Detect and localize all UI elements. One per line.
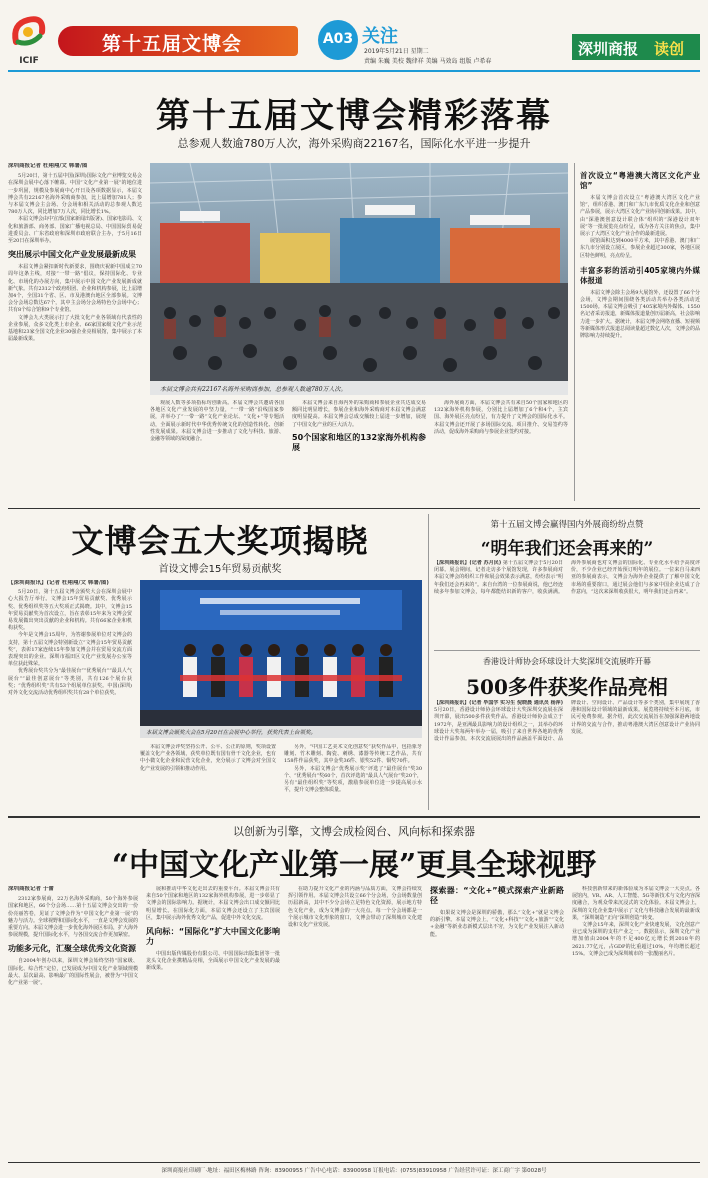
story1-p4-cont: 观展人数等多项指标均创新高。本届文博会共邀请各国各地区文化产业发展的中坚力量，“一带一路”沿线国家参展，并举办了“一带一路”文化产业论坛、“文化+”等专题活动，全面展示新时代中华优秀传统文化的创造性转化、创新性发展成果。本届文博会进一步推动了文化与科技、旅游、金融等领域的深度融合。 [150, 400, 284, 443]
story1-right-p2: 展馆面积达到4000平方米，其中香港、澳门和广东九市分别设立展区，参展企业超过300家，各地区展区特色鲜明，亮点纷呈。 [580, 238, 700, 259]
story5-byline: 深圳商报记者 于蕾 [8, 886, 54, 892]
story3-text: 第十五届文博会于5月20日闭幕。展会期间，记者走访多个展馆发现，许多参展商对本届文博会的组织工作和展会效果表示满意，纷纷表示“明年我们还会再来的”。来自台湾的一位参展商说，他已经连续多年参加文博会，每年都能结识新的客户，收获满满。海外参展商也对文博会的国际化、专业化水平给予高度评价，不少企业已经开始预订明年的展位。一位来自马来西亚的参展商表示，文博会为海外企业提供了了解中国文化市场的重要窗口，通过展会他们与多家中国企业达成了合作意向，“这次来深圳收获很大，明年我们还会再来”。 [434, 560, 700, 595]
award-ceremony-photo [140, 580, 422, 738]
story5-col2 [146, 886, 280, 1156]
story1-col3 [292, 400, 426, 502]
story2-p1: 5月20日，第十五届文博会颁奖大会在深圳会展中心大报告厅举行。文博会15年贸易贡献奖、优秀展示奖、优秀组织奖等五大奖项正式揭晓。其中，文博会15年贸易贡献奖为首次设立，旨在表彰15年来为文博会贸易发展做出突出贡献的企业和机构。共有66家企业和机构获奖。 [8, 589, 132, 632]
story1-right-p3: 本届文博会除主会场9大展馆外，还设置了66个分会场，文博会期间围绕各类活动共举办各类活动近1500场。本届文博会吸引了405家境内外媒体、1550名记者采访报道，新媒体报道量创历届新高，社会影响力进一步扩大。据统计，本届文博会网络直播、短视频等新媒体形式报道总阅读量超过数亿人次，文博会的品牌影响力持续提升。 [580, 289, 700, 340]
footer-line: 深圳商报社印刷厂·地址：福田区梅林路 咨询：83900955 广告中心电话：83900958 订报电话：(0755)83910958 广告经营许可证：深工商广字 第0028号 [161, 1168, 547, 1174]
story1-p2: 本届文博会由中宣部(国家新闻出版署)、国家电影局、文化和旅游部、商务部、国家广播电视总局、中国国际贸易促进委员会、广东省政府和深圳市政府联合主办，于5月16日至20日在深圳举办。 [8, 216, 142, 245]
exhibition-hall-illustration [150, 163, 568, 395]
story5-kicker: 以创新为引擎，文博会成检阅台、风向标和探索器 [233, 825, 475, 838]
story4-byline: 【深圳商报讯】(记者 毕国学 实习生 倪晓晨 通讯员 杨萍) [434, 700, 563, 706]
story1-subhead: 总参观人数逾780万人次，海外采购商22167名，国际化水平进一步提升 [177, 137, 531, 150]
story5-col1-text: 2312家参展商，22万名海外采购商，50个海外参展国家和地区，66个分会场……第十五届文博会交出的一份份亮丽答卷，见证了文博会作为“中国文化产业第一展”的魅力与活力。全球视野和国际化水平，一直是文博会发展的重要方向。本届文博会进一步优化海外展区布局，扩大海外参展规模，提升国际化水平，与各国交流合作更加紧密。 [8, 896, 138, 939]
icif-logo-mark [8, 12, 50, 52]
story5-col4 [430, 886, 564, 1156]
story2-subhead: 首设文博会15年贸易贡献奖 [158, 564, 282, 575]
story5-col2b-text: 中国出版传媒股份有限公司、中国国际出版集团等一批龙头文化企业携精品亮相，全面展示中国文化产业发展的最新成果。 [146, 951, 280, 972]
story3-body [434, 560, 700, 646]
story1-col1 [8, 163, 142, 501]
story1-col4 [434, 400, 568, 502]
story1-headline: 第十五届文博会精彩落幕 [156, 96, 552, 136]
page-code-badge [318, 20, 358, 60]
story5-col5 [572, 886, 700, 1156]
story1-right-sub2: 丰富多彩的活动引405家境内外媒体报道 [580, 265, 700, 285]
paper-tag: 读创 [654, 40, 685, 58]
story4-headline: 500多件获奖作品亮相 [466, 675, 668, 699]
story1-right-p1: 本届文博会首次设立“粤港澳大湾区文化产业馆”，组织香港、澳门和广东九市优质文化企业和创意产品参展，展示大湾区文化产业协同创新成果。其中，由“深港澳创意设计联合体”组织的“深港设计双年展”等一批展览亮点纷呈，成为各方关注的焦点，集中展示了大湾区文化产业合作的最新进展。 [580, 195, 700, 238]
story4-kicker: 香港设计师协会环球设计大奖深圳交流展昨开幕 [483, 657, 651, 666]
story5-col3b-text: 如果说文博会是深圳的骄傲，那么“文化+”就是文博会的新引擎。本届文博会上，“文化+科技”“文化+旅游”“文化+金融”等新业态新模式层出不穷，为文化产业发展注入新动能。 [430, 910, 564, 938]
story4-text: 5月20日，香港设计师协会环球设计大奖深圳交流展在深圳开幕，展出500多件获奖作品。香港设计师协会成立于1972年，是亚洲最具影响力的设计组织之一，其举办的环球设计大奖每两年举办一届，吸引了来自世界各地的优秀设计作品参加。本次交流展展出的作品涵盖平面设计、品牌设计、空间设计、产品设计等多个类别，集中展现了香港和国际设计领域的最新成果。展览将持续至本月底，市民可免费参观。据介绍，此次交流展旨在加强深港两地设计界的交流与合作，推动粤港澳大湾区创意设计产业协同发展。 [434, 700, 700, 743]
story2-photo-caption: 本届文博会颁奖大会在5月20日在会展中心举行，获奖代表上台领奖。 [146, 730, 317, 736]
logo-text: ICIF [19, 56, 39, 66]
story2-p6: 另外，本届文博会“优秀展示奖”评选了“最佳展台”奖30个、“优秀展台”奖60个，首次评选的“最具人气展台”奖20个，另有“最佳组织奖”等奖项，激励参展单位进一步提高展示水平，提升文博会整体质量。 [284, 765, 422, 794]
story5-col1-subhead: 功能多元化，汇聚全球优秀文化资源 [8, 944, 136, 954]
story2-col2 [140, 744, 276, 810]
story5-col1b-text: 自2004年创办以来，深圳文博会始终坚持“国家级、国际化、综合性”定位，已发展成为中国文化产业领域规模最大、层次最高、影响最广的国际性展会，被誉为“中国文化产业第一展”。 [8, 958, 138, 987]
story2-photo-caption-bar [140, 726, 422, 738]
story5-col4b-text: 文博会15年来，深圳文化产业快速发展，文化创意产业已成为深圳的支柱产业之一。数据显示，深圳文化产业增加值由2004年的不足400亿元增长到2018年的2621.77亿元，占GDP的比重超过10%，年均增长超过15%。文博会已成为深圳城市的一张靓丽名片。 [572, 922, 700, 957]
story5-col3-subhead: 探索器：“文化+”模式探索产业新路径 [430, 886, 564, 905]
story5-col2-subhead: 风向标：“国际化”扩大中国文化影响力 [146, 927, 280, 947]
story1-right-sub1: 首次设立“粤港澳大湾区文化产业馆” [580, 171, 700, 190]
story5-col3-text: 在助力提升文化产业的内涵与品质方面，文博会持续发挥引领作用。本届文博会共设立66个分会场，分会场数量创历届新高，其中不少分会场立足特色文化资源，展示地方特色文化产业，成为文博会的一大亮点。每一个分会场都是一个展示城市文化形象的窗口，文博会带动了深圳城市文化建设和文化产业发展。 [288, 886, 422, 929]
story5-col1 [8, 886, 138, 1156]
exhibition-hall-photo [150, 163, 568, 395]
story2-headline: 文博会五大奖项揭晓 [71, 522, 369, 560]
story1-photo-caption: 本届文博会共有22167名海外采购商参加，总参观人数逾780万人次。 [160, 386, 347, 393]
story2-p3: 优秀展台奖共分为“最佳展台”“优秀展台”“最具人气展台”“最佳创意展台”等类别，共有126个展台获奖；“优秀组织奖”共有53个组展单位获奖。中国(深圳)对外文化交流活动优秀组织奖共有28个单位获奖。 [8, 668, 132, 697]
date-line: 2019年5月21日 星期二 [364, 48, 429, 55]
story5-col1-sub [8, 944, 138, 954]
story1-p5: 海外展商方面，本届文博会共有来自50个国家和地区的132家海外机构参展，分别比上届增加了6个和4个，主宾国、海外展区亮点纷呈，有力提升了文博会的国际化水平。本届文博会还开展了多场国际交流、项目推介、交易签约等活动，促成海外采购商与参展企业签约对接。 [434, 400, 568, 435]
masthead [0, 0, 708, 72]
story5-col2-sub [146, 927, 280, 947]
story5-col3-sub [430, 886, 564, 906]
story1-lead: 5月20日，第十五届中国(深圳)国际文化产业博览交易会在深圳会展中心落下帷幕。中国“文化产业第一展”的地位进一步巩固，规模及参展商中心开日及各项数据显示，本届文博会共有22167名海外采购商参加，比上届增加781人；参与本届文博会主会场、分会场和相关活动的总参观人数达780万人次，同比增加7万人次，同比增长1%。 [8, 173, 142, 216]
story1-col2 [150, 400, 284, 502]
story2-p5: 另外，“中国工艺美术文化创意奖”获奖作品中，包括象牙雕刻、竹木雕刻、陶瓷、刺绣、漆器等传统工艺作品，共有158件作品获奖，其中金奖36件、银奖52件、铜奖70件。 [284, 744, 422, 765]
story1-p3: 本届文博会紧扣新时代新要求，围绕庆祝新中国成立70周年这条主线，对接“一带一路”倡议，保持国际化、专业化、市场化的办展方向，集中展示中国文化产业发展新成就新气象。共有2312个政府组团、企业和机构参展，比上届增加4个，全国31个省、区、市及港澳台地区全部参展。文博会分会场总数达67个，其中主会场分会场特色分会场中心；共有8个综合馆和9个专业馆。 [8, 264, 142, 314]
story1-p6: 本届文博会来自海内外的采购商和参展企业共达成交易额同比明显增长，参展企业和海外采购商对本届文博会满意度明显提高。本届文博会总成交额较上届进一步增加，展现了中国文化产业的巨大活力。 [292, 400, 426, 428]
story5-headline: “中国文化产业第一展”更具全球视野 [111, 848, 597, 883]
banner-text: 第十五届文博会 [102, 33, 243, 55]
story3-kicker: 第十五届文博会赢得国内外展商纷纷点赞 [490, 520, 644, 530]
story5-col2-text: 展和推动中华文化走出去的重要平台。本届文博会共有来自50个国家和地区的132家海外机构参展，进一步彰显了文博会的国际影响力。据统计，本届文博会出口成交额同比明显增长。在国际化方面，本届文博会还设立了主宾国展区，集中展示海外优秀文化产品，促进中外文化交流。 [146, 886, 280, 921]
banner-title [58, 26, 298, 56]
story2-p4: 本届文博会评奖坚持公开、公平、公正的原则，奖项设置覆盖文化产业各领域，获奖单位既有国有骨干文化企业，也有中小微文化企业和民营文化企业，充分展示了文博会对全国文化产业发展的引领和推动作用。 [140, 744, 276, 772]
story2-p2: 今年是文博会15周年，为答谢参展单位对文博会的支持，第十五届文博会特别新设立“文博会15年贸易贡献奖”，表彰17家连续15年参加文博会并在贸易交流方面表现突出的企业。深圳市福田区文化产业发展办公室等单位获此殊荣。 [8, 632, 132, 668]
story1-right-col [580, 163, 700, 501]
section-label: 关注 [362, 26, 398, 47]
story3-headline: “明年我们还会再来的” [480, 539, 654, 559]
story1-sub2: 50个国家和地区的132家海外机构参展 [292, 432, 426, 452]
editors-line: 责编 朱巍 美校 魏律祥 美编 马效岛 组版 卢希春 [364, 58, 492, 65]
photo-caption-bar [150, 381, 568, 395]
story2-byline: 【深圳商报讯】(记者 杜翔翔/文 韩暑/图) [8, 580, 109, 586]
story1-sub1: 突出展示中国文化产业发展最新成果 [8, 250, 136, 260]
story1-p4: 文博会九大类展示打了大批文化产业各领域有代表性的企业参展，众多文化类上市企业、66家国家级文化产业示范基地和23家全国文化企业30强企业亮相展馆，集中展示了本届最新成果。 [8, 314, 142, 343]
paper-brand [572, 34, 700, 60]
story2-col3 [284, 744, 422, 810]
icif-logo [8, 12, 50, 64]
story4-body [434, 700, 700, 810]
award-ceremony-illustration [140, 580, 422, 738]
story1-byline: 深圳商报记者 杜翔翔/文 韩暑/图 [8, 163, 88, 169]
story3-byline: 【深圳商报讯】(记者 苏月民) [434, 560, 502, 566]
story2-col1 [8, 580, 132, 810]
story5-col4-text: 科技创新带来的新体验成为本届文博会一大亮点。各展馆内，VR、AR、人工智能、5G等新技术与文化内容深度融合，为观众带来沉浸式的文化体验。本届文博会上，深圳的文化企业集中展示了文化与科技融合发展的最新成果，“深圳制造”正向“深圳创造”转变。 [572, 886, 700, 921]
page-code: A03 [322, 31, 354, 47]
paper-name: 深圳商报 [578, 40, 639, 58]
story5-col3 [288, 886, 422, 1156]
